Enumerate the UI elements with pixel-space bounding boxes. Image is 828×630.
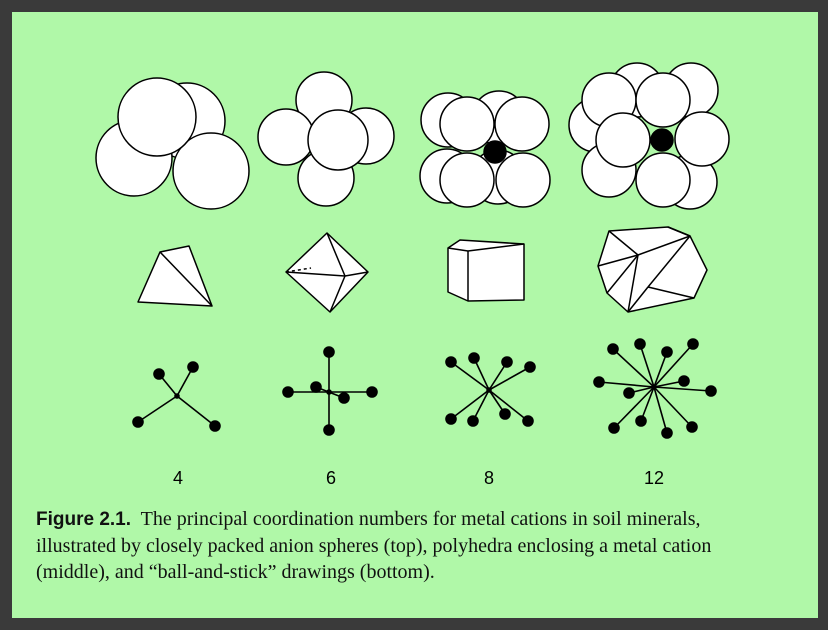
cuboctahedron <box>598 227 707 312</box>
anion-sphere <box>636 73 690 127</box>
anion-ball <box>662 347 672 357</box>
octahedron <box>286 233 368 312</box>
anion-ball <box>446 414 456 424</box>
anion-ball <box>469 353 479 363</box>
figure-panel <box>12 12 818 618</box>
anion-ball <box>283 387 293 397</box>
anion-sphere <box>308 110 368 170</box>
anion-ball <box>594 377 604 387</box>
metal-cation <box>651 129 673 151</box>
sphere-packing-12 <box>569 63 729 209</box>
ball-and-stick-6 <box>283 347 377 435</box>
anion-sphere <box>118 78 196 156</box>
anion-sphere <box>636 153 690 207</box>
coordination-number-label: 6 <box>325 468 336 488</box>
anion-ball <box>446 357 456 367</box>
anion-ball <box>679 376 689 386</box>
cation-center <box>327 390 331 394</box>
coordination-number-label: 8 <box>483 468 494 488</box>
ball-and-stick-4 <box>133 362 220 431</box>
cube <box>448 240 524 301</box>
anion-ball <box>339 393 349 403</box>
anion-ball <box>662 428 672 438</box>
coordination-number-label: 4 <box>172 468 183 488</box>
caption-line-2: illustrated by closely packed anion spheres (top), polyhedra enclosing a metal cation <box>36 535 712 557</box>
anion-ball <box>687 422 697 432</box>
sphere-packing-4 <box>96 78 249 209</box>
anion-ball <box>210 421 220 431</box>
anion-sphere <box>440 153 494 207</box>
caption-label: Figure 2.1. <box>36 509 132 530</box>
metal-cation <box>484 141 506 163</box>
anion-ball <box>500 409 510 419</box>
anion-ball <box>324 347 334 357</box>
coordination-diagram <box>12 12 818 502</box>
anion-sphere <box>440 97 494 151</box>
sphere-packing-8 <box>420 91 550 207</box>
caption-text: The principal coordination numbers for metal cations in soil minerals, <box>140 508 701 530</box>
anion-ball <box>154 369 164 379</box>
anion-ball <box>311 382 321 392</box>
figure-caption <box>36 506 816 585</box>
anion-ball <box>636 416 646 426</box>
anion-sphere <box>496 153 550 207</box>
cation-center <box>175 394 179 398</box>
anion-ball <box>608 344 618 354</box>
anion-ball <box>188 362 198 372</box>
anion-sphere <box>258 109 314 165</box>
anion-ball <box>468 416 478 426</box>
anion-sphere <box>596 113 650 167</box>
anion-sphere <box>495 97 549 151</box>
coordination-number-label: 12 <box>643 468 665 488</box>
anion-sphere <box>675 112 729 166</box>
tetrahedron <box>138 246 212 306</box>
anion-ball <box>525 362 535 372</box>
caption-line-3: (middle), and “ball-and-stick” drawings (bottom). <box>36 561 435 583</box>
anion-ball <box>635 339 645 349</box>
anion-ball <box>133 417 143 427</box>
anion-ball <box>706 386 716 396</box>
anion-ball <box>624 388 634 398</box>
anion-ball <box>367 387 377 397</box>
anion-ball <box>523 416 533 426</box>
anion-ball <box>609 423 619 433</box>
sphere-packing-6 <box>258 72 394 206</box>
cation-center <box>652 385 656 389</box>
anion-ball <box>502 357 512 367</box>
anion-ball <box>324 425 334 435</box>
ball-and-stick-12 <box>594 339 716 438</box>
caption-line-1 <box>36 506 816 533</box>
ball-and-stick-8 <box>446 353 535 426</box>
cation-center <box>487 388 491 392</box>
anion-ball <box>688 339 698 349</box>
